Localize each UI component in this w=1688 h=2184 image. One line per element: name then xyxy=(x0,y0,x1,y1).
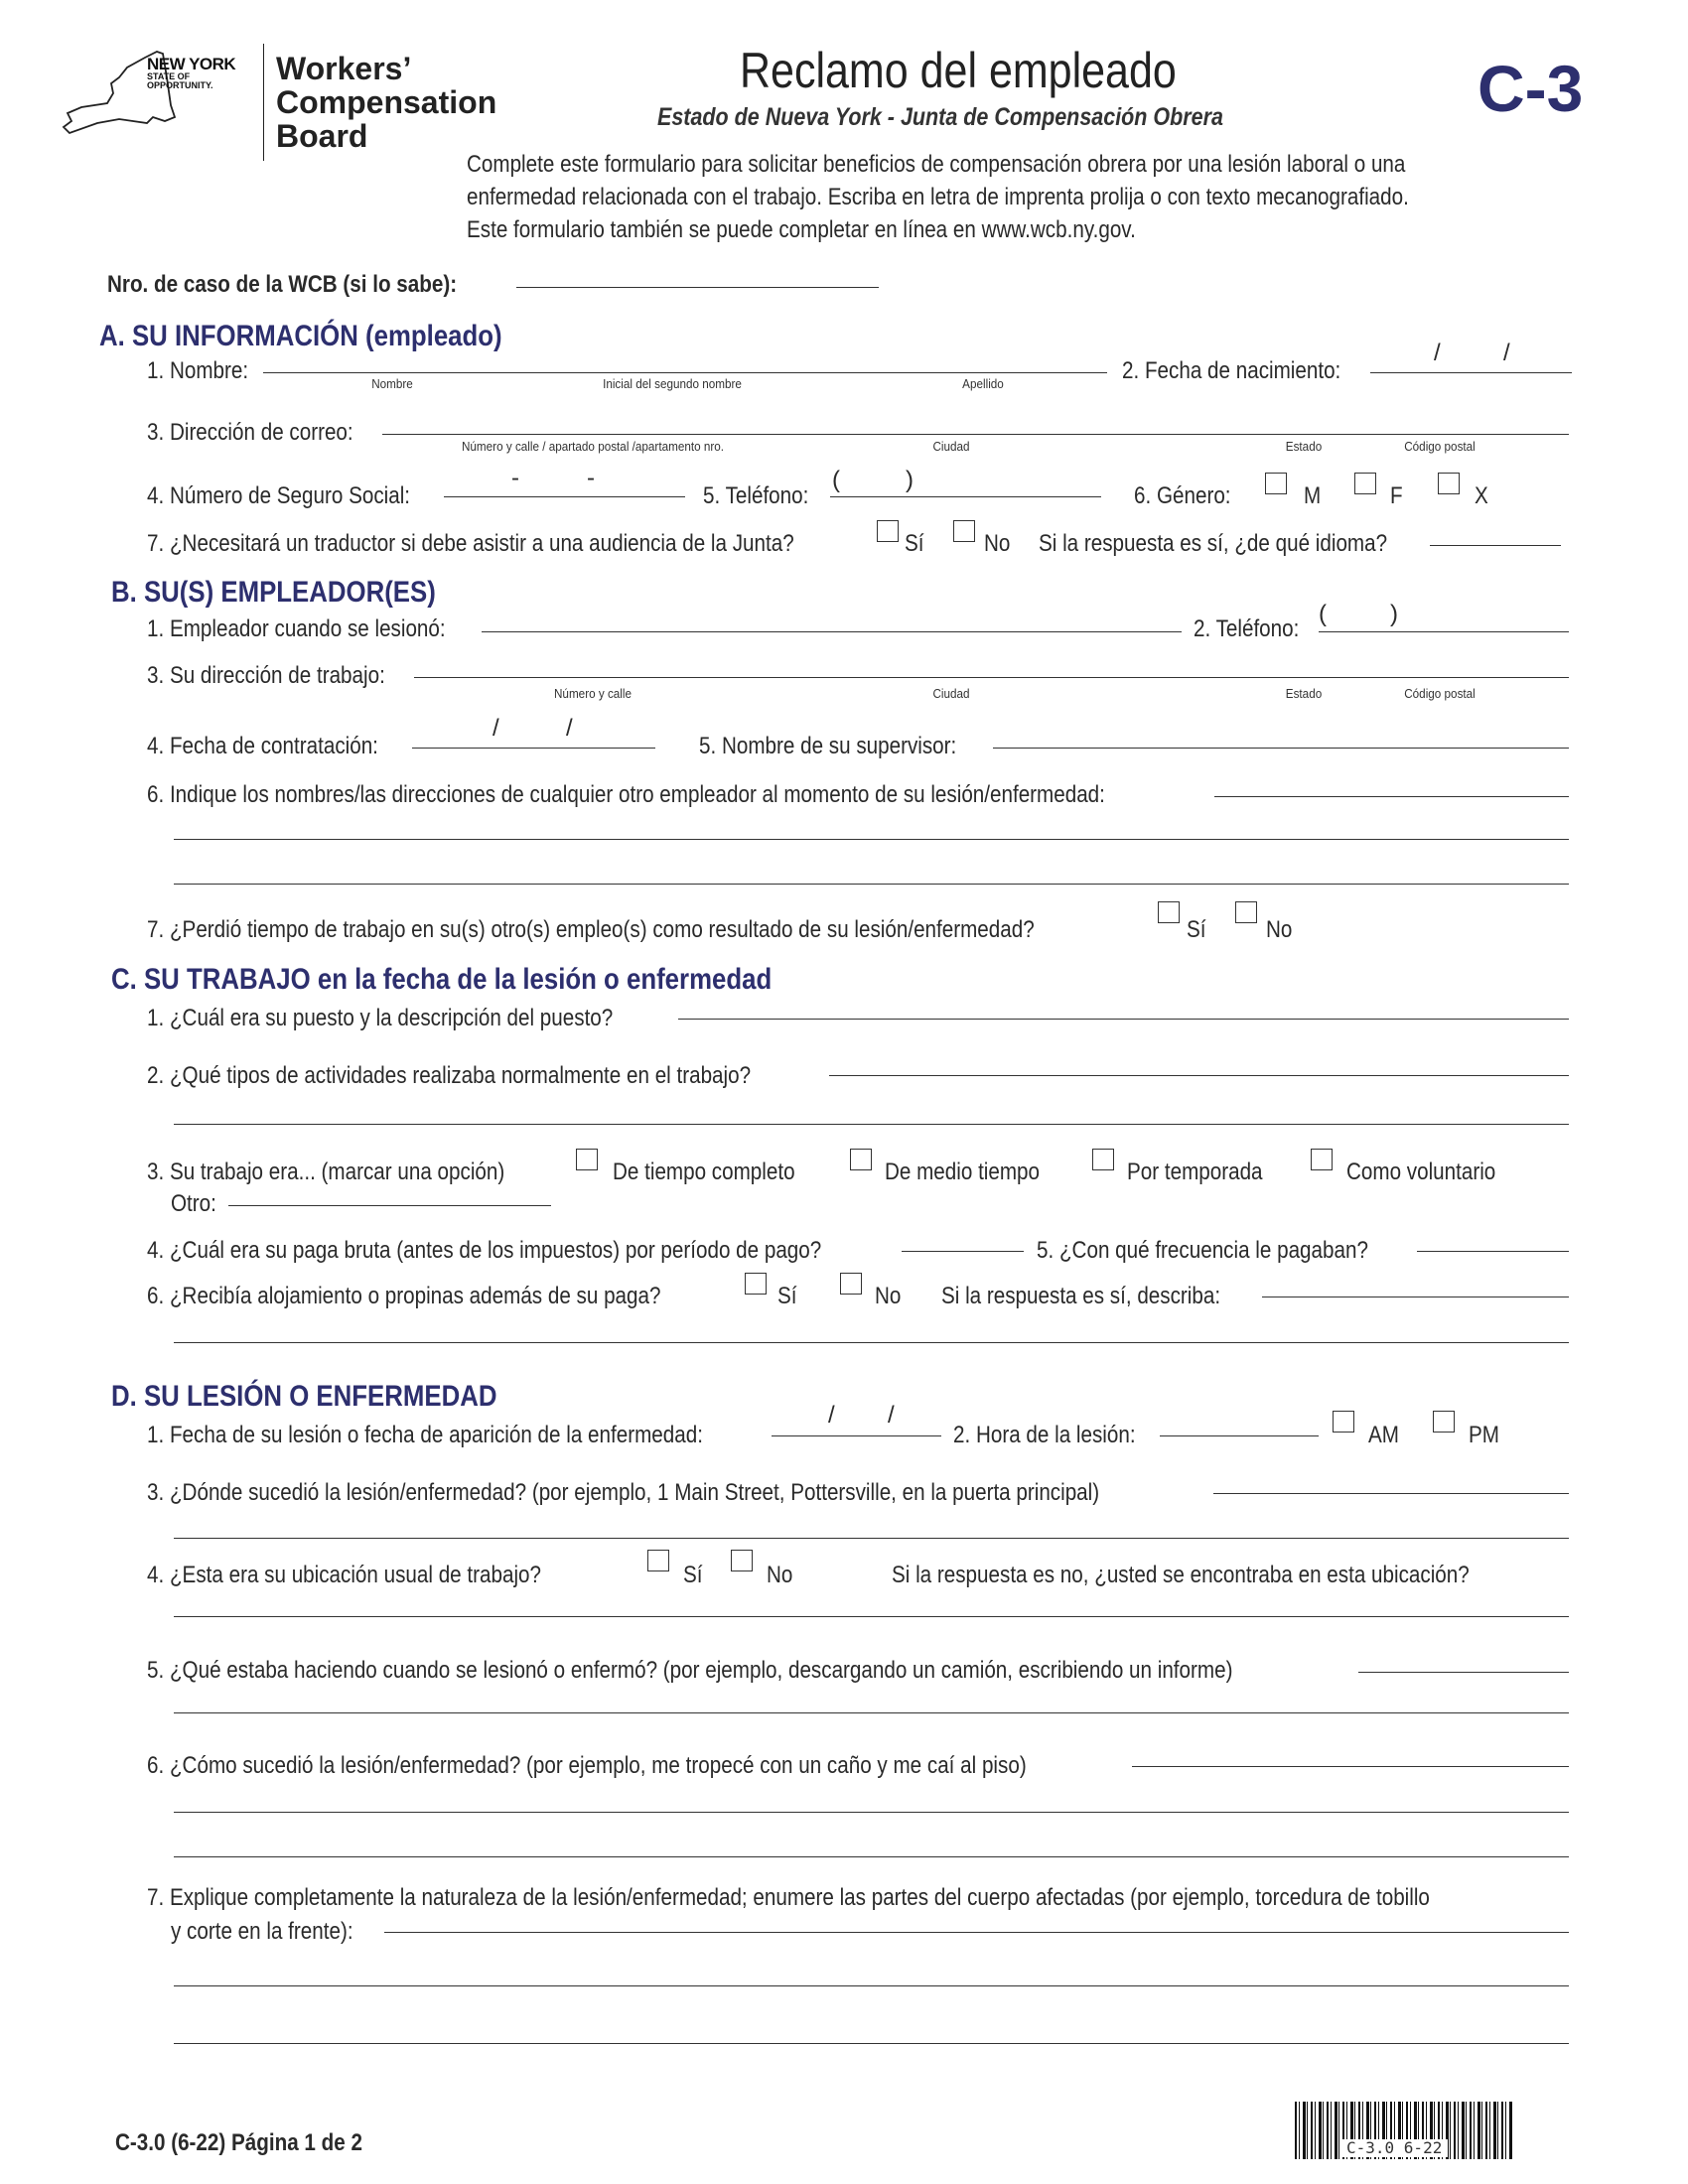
d-q4-followup-label: Si la respuesta es no, ¿usted se encontraba en esta ubicación? xyxy=(892,1562,1470,1588)
a-gender-m-checkbox[interactable] xyxy=(1265,473,1287,494)
c-part-time-label: De medio tiempo xyxy=(885,1159,1041,1185)
d-how-field-2[interactable] xyxy=(174,1812,1569,1813)
b-lost-time-no-checkbox[interactable] xyxy=(1235,901,1257,923)
a-birthdate-slash-2: / xyxy=(1503,340,1510,366)
d-usual-location-no-label: No xyxy=(767,1562,793,1588)
c-pay-frequency-field[interactable] xyxy=(1417,1251,1569,1252)
b-lost-time-yes-checkbox[interactable] xyxy=(1158,901,1180,923)
b-phone-paren-close: ) xyxy=(1390,601,1398,627)
a-phone-paren-close: ) xyxy=(906,467,914,493)
c-q1-label: 1. ¿Cuál era su puesto y la descripción del puesto? xyxy=(147,1005,614,1031)
logo-board: Board xyxy=(276,118,368,154)
d-nature-field-1[interactable] xyxy=(384,1932,1569,1933)
a-q2-label: 2. Fecha de nacimiento: xyxy=(1122,357,1341,384)
a-translator-no-checkbox[interactable] xyxy=(953,520,975,542)
d-location-field-2[interactable] xyxy=(174,1538,1569,1539)
c-lodging-yes-label: Sí xyxy=(777,1283,797,1309)
a-sub-street: Número y calle / apartado postal /apartamento nro. xyxy=(461,439,725,454)
c-job-title-field[interactable] xyxy=(678,1019,1569,1020)
b-other-employers-field-1[interactable] xyxy=(1214,796,1569,797)
logo-workers: Workers’ xyxy=(276,51,412,86)
d-am-label: AM xyxy=(1368,1422,1399,1448)
d-q5-label: 5. ¿Qué estaba haciendo cuando se lesionó o enfermó? (por ejemplo, descargando un camión, escribiendo un informe) xyxy=(147,1657,1233,1684)
barcode xyxy=(1295,2102,1513,2159)
a-phone-paren-open: ( xyxy=(832,467,840,493)
a-birthdate-field[interactable] xyxy=(1370,372,1572,373)
logo-divider xyxy=(263,44,264,161)
b-other-employers-field-2[interactable] xyxy=(174,839,1569,840)
c-q6-label: 6. ¿Recibía alojamiento o propinas además de su paga? xyxy=(147,1283,661,1309)
page-subtitle: Estado de Nueva York - Junta de Compensación Obrera xyxy=(657,103,1223,131)
c-describe-field-2[interactable] xyxy=(174,1342,1569,1343)
barcode-text: C-3.0 6-22 xyxy=(1340,2139,1448,2157)
a-birthdate-slash-1: / xyxy=(1434,340,1441,366)
d-nature-field-3[interactable] xyxy=(174,2043,1569,2044)
b-q4-label: 4. Fecha de contratación: xyxy=(147,733,378,759)
d-q4-label: 4. ¿Esta era su ubicación usual de trabajo? xyxy=(147,1562,541,1588)
d-activity-field-2[interactable] xyxy=(174,1712,1569,1713)
a-gender-x-label: X xyxy=(1475,482,1488,509)
a-gender-f-checkbox[interactable] xyxy=(1354,473,1376,494)
a-sub-last-name: Apellido xyxy=(962,376,1004,391)
a-ssn-dash-1: - xyxy=(511,465,519,491)
d-injury-date-slash-2: / xyxy=(888,1402,895,1429)
c-other-label: Otro: xyxy=(171,1190,216,1217)
b-sub-zip: Código postal xyxy=(1404,686,1476,701)
b-lost-time-yes-label: Sí xyxy=(1187,916,1206,943)
intro-line-2: enfermedad relacionada con el trabajo. Escriba en letra de imprenta prolija o con texto mecanografiado. xyxy=(467,184,1409,210)
a-translator-yes-label: Sí xyxy=(905,530,924,557)
section-d-title: D. SU LESIÓN O ENFERMEDAD xyxy=(111,1380,497,1413)
c-q5-label: 5. ¿Con qué frecuencia le pagaban? xyxy=(1037,1237,1368,1264)
d-activity-field-1[interactable] xyxy=(1358,1672,1569,1673)
case-number-label: Nro. de caso de la WCB (si lo sabe): xyxy=(107,271,458,298)
c-lodging-no-checkbox[interactable] xyxy=(840,1273,862,1295)
b-q7-label: 7. ¿Perdió tiempo de trabajo en su(s) otro(s) empleo(s) como resultado de su lesión/enfermedad? xyxy=(147,916,1035,943)
b-lost-time-no-label: No xyxy=(1266,916,1293,943)
logo-new-york: NEW YORK xyxy=(147,55,236,73)
logo-state-text xyxy=(147,56,256,90)
a-gender-x-checkbox[interactable] xyxy=(1438,473,1460,494)
a-sub-city: Ciudad xyxy=(932,439,970,454)
d-how-field-1[interactable] xyxy=(1132,1766,1569,1767)
logo-opportunity: OPPORTUNITY. xyxy=(147,80,213,90)
d-followup-field[interactable] xyxy=(174,1616,1569,1617)
case-number-field[interactable] xyxy=(516,287,879,288)
b-hire-date-field[interactable] xyxy=(412,748,655,749)
d-q3-label: 3. ¿Dónde sucedió la lesión/enfermedad? (por ejemplo, 1 Main Street, Pottersville, en la puerta principal) xyxy=(147,1479,1100,1506)
d-usual-location-yes-label: Sí xyxy=(683,1562,703,1588)
a-sub-zip: Código postal xyxy=(1404,439,1476,454)
b-employer-field[interactable] xyxy=(482,631,1182,632)
b-hire-date-slash-1: / xyxy=(492,715,499,742)
c-part-time-checkbox[interactable] xyxy=(850,1149,872,1170)
footer-form-id: C-3.0 (6-22) Página 1 de 2 xyxy=(115,2129,362,2156)
c-volunteer-label: Como voluntario xyxy=(1346,1159,1496,1185)
b-sub-city: Ciudad xyxy=(932,686,970,701)
logo-compensation: Compensation xyxy=(276,84,497,120)
logo-state-of: STATE OF xyxy=(147,71,191,81)
intro-line-3: Este formulario también se puede completar en línea en www.wcb.ny.gov. xyxy=(467,216,1136,243)
b-supervisor-field[interactable] xyxy=(993,748,1569,749)
a-language-field[interactable] xyxy=(1430,545,1561,546)
logo-board-text xyxy=(276,52,496,153)
d-q1-label: 1. Fecha de su lesión o fecha de aparición de la enfermedad: xyxy=(147,1422,703,1448)
a-q6-label: 6. Género: xyxy=(1134,482,1231,509)
a-sub-state: Estado xyxy=(1285,439,1323,454)
c-describe-label: Si la respuesta es sí, describa: xyxy=(941,1283,1221,1309)
b-q6-label: 6. Indique los nombres/las direcciones de cualquier otro empleador al momento de su lesión/enfermedad: xyxy=(147,781,1105,808)
d-usual-location-no-checkbox[interactable] xyxy=(731,1550,753,1571)
d-q7-label-line-1: 7. Explique completamente la naturaleza de la lesión/enfermedad; enumere las partes del cuerpo afectadas (por ejemplo, torcedura de tobillo xyxy=(147,1884,1430,1911)
a-mailing-address-field[interactable] xyxy=(382,434,1569,435)
a-q5-label: 5. Teléfono: xyxy=(703,482,809,509)
a-sub-middle-initial: Inicial del segundo nombre xyxy=(603,376,742,391)
c-volunteer-checkbox[interactable] xyxy=(1311,1149,1333,1170)
c-full-time-checkbox[interactable] xyxy=(576,1149,598,1170)
b-q2-label: 2. Teléfono: xyxy=(1194,615,1300,642)
c-activities-field-1[interactable] xyxy=(829,1075,1569,1076)
d-pm-checkbox[interactable] xyxy=(1433,1411,1455,1433)
d-q6-label: 6. ¿Cómo sucedió la lesión/enfermedad? (por ejemplo, me tropecé con un caño y me caí al piso) xyxy=(147,1752,1027,1779)
a-gender-f-label: F xyxy=(1390,482,1403,509)
c-q2-label: 2. ¿Qué tipos de actividades realizaba normalmente en el trabajo? xyxy=(147,1062,752,1089)
intro-line-1: Complete este formulario para solicitar beneficios de compensación obrera por una lesión laboral o una xyxy=(467,151,1406,178)
b-phone-paren-open: ( xyxy=(1319,601,1327,627)
c-other-field[interactable] xyxy=(228,1205,551,1206)
b-q5-label: 5. Nombre de su supervisor: xyxy=(699,733,957,759)
d-location-field-1[interactable] xyxy=(1213,1493,1569,1494)
d-pm-label: PM xyxy=(1469,1422,1499,1448)
section-a-title: A. SU INFORMACIÓN (empleado) xyxy=(99,320,502,352)
b-other-employers-field-3[interactable] xyxy=(174,884,1569,885)
c-seasonal-label: Por temporada xyxy=(1127,1159,1263,1185)
d-usual-location-yes-checkbox[interactable] xyxy=(647,1550,669,1571)
a-q3-label: 3. Dirección de correo: xyxy=(147,419,353,446)
section-b-title: B. SU(S) EMPLEADOR(ES) xyxy=(111,576,436,609)
d-injury-date-field[interactable] xyxy=(772,1435,941,1436)
c-lodging-no-label: No xyxy=(875,1283,902,1309)
b-hire-date-slash-2: / xyxy=(566,715,573,742)
b-phone-field[interactable] xyxy=(1319,631,1569,632)
d-nature-field-2[interactable] xyxy=(174,1985,1569,1986)
a-language-label: Si la respuesta es sí, ¿de qué idioma? xyxy=(1039,530,1388,557)
d-am-checkbox[interactable] xyxy=(1333,1411,1354,1433)
c-q4-label: 4. ¿Cuál era su paga bruta (antes de los impuestos) por período de pago? xyxy=(147,1237,822,1264)
a-phone-field[interactable] xyxy=(830,496,1101,497)
a-name-field[interactable] xyxy=(263,372,1107,373)
a-translator-yes-checkbox[interactable] xyxy=(877,520,899,542)
a-ssn-field[interactable] xyxy=(444,496,685,497)
c-activities-field-2[interactable] xyxy=(174,1124,1569,1125)
c-full-time-label: De tiempo completo xyxy=(613,1159,795,1185)
d-injury-time-field[interactable] xyxy=(1160,1435,1319,1436)
a-q7-label: 7. ¿Necesitará un traductor si debe asistir a una audiencia de la Junta? xyxy=(147,530,794,557)
page-title: Reclamo del empleado xyxy=(740,43,1177,98)
d-injury-date-slash-1: / xyxy=(828,1402,835,1429)
c-seasonal-checkbox[interactable] xyxy=(1092,1149,1114,1170)
d-q2-label: 2. Hora de la lesión: xyxy=(953,1422,1136,1448)
section-c-title: C. SU TRABAJO en la fecha de la lesión o enfermedad xyxy=(111,963,773,996)
a-ssn-dash-2: - xyxy=(587,465,595,491)
d-how-field-3[interactable] xyxy=(174,1856,1569,1857)
a-gender-m-label: M xyxy=(1304,482,1322,509)
b-q3-label: 3. Su dirección de trabajo: xyxy=(147,662,385,689)
b-work-address-field[interactable] xyxy=(414,677,1569,678)
c-lodging-yes-checkbox[interactable] xyxy=(745,1273,767,1295)
a-q1-label: 1. Nombre: xyxy=(147,357,249,384)
a-sub-first-name: Nombre xyxy=(371,376,413,391)
b-q1-label: 1. Empleador cuando se lesionó: xyxy=(147,615,446,642)
c-q3-label: 3. Su trabajo era... (marcar una opción) xyxy=(147,1159,505,1185)
c-gross-pay-field[interactable] xyxy=(902,1251,1024,1252)
d-q7-label-line-2: y corte en la frente): xyxy=(171,1918,353,1945)
form-code: C-3 xyxy=(1477,52,1584,125)
b-sub-state: Estado xyxy=(1285,686,1323,701)
a-translator-no-label: No xyxy=(984,530,1011,557)
a-q4-label: 4. Número de Seguro Social: xyxy=(147,482,411,509)
b-sub-street: Número y calle xyxy=(553,686,633,701)
